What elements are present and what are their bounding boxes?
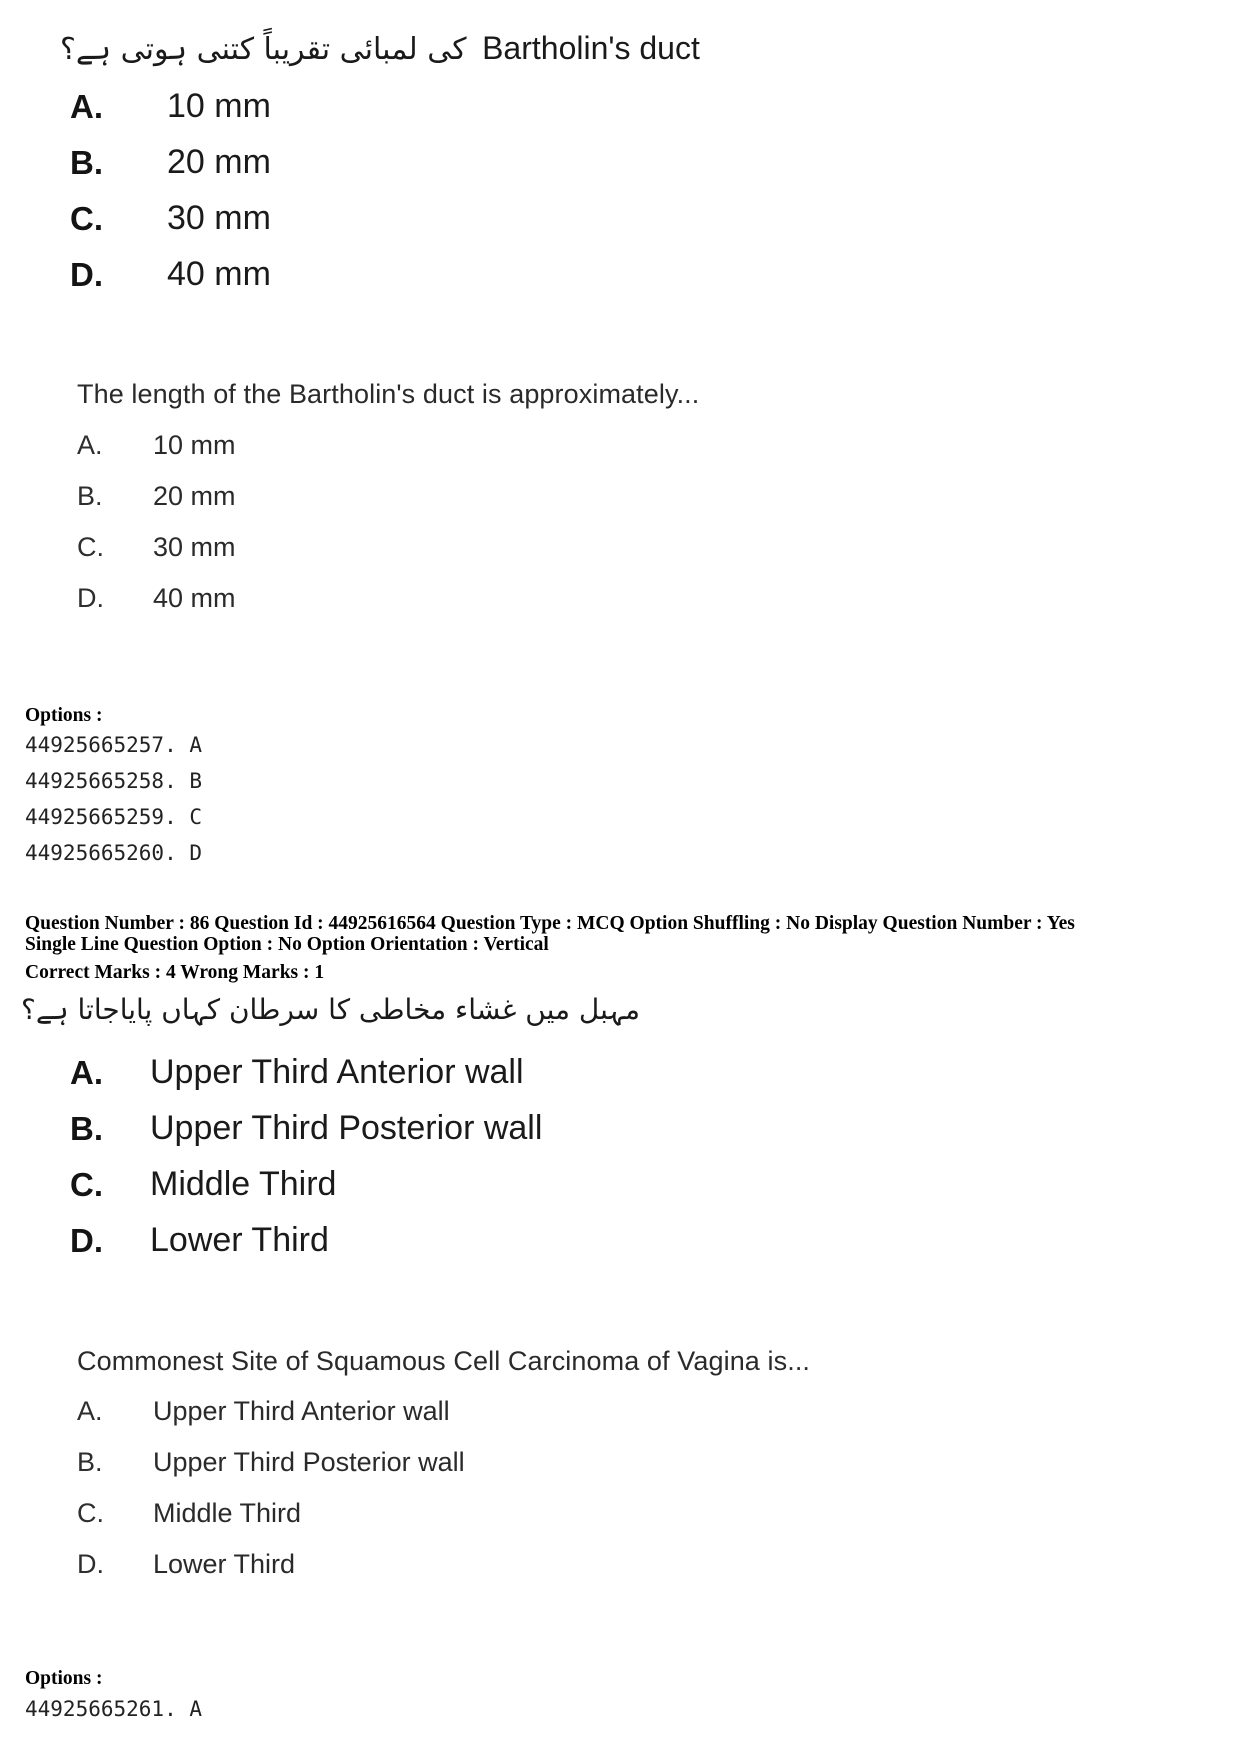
- q85-english-option-letter: A.: [77, 430, 103, 460]
- q86-english-option-text: Upper Third Anterior wall: [153, 1396, 450, 1426]
- q85-urdu-option-text: 20 mm: [167, 143, 271, 181]
- q85-english-option-text: 20 mm: [153, 481, 236, 511]
- q85-english-option-letter: D.: [77, 583, 104, 613]
- q86-urdu-option-letter: D.: [70, 1222, 103, 1259]
- q86-urdu-option-letter: A.: [70, 1054, 103, 1091]
- option-id-item: 44925665257. A: [25, 733, 203, 757]
- q86-meta-line-1: Question Number : 86 Question Id : 44925616564 Question Type : MCQ Option Shuffling : No Display Question Number : Yes: [25, 913, 1075, 934]
- q86-english-option-text: Middle Third: [153, 1498, 302, 1528]
- q86-english-question: Commonest Site of Squamous Cell Carcinoma of Vagina is...: [77, 1346, 811, 1376]
- q86-urdu-option-text: Upper Third Posterior wall: [150, 1109, 543, 1147]
- q85-urdu-option-text: 40 mm: [167, 255, 271, 293]
- q85-options-label: Options :: [25, 705, 103, 726]
- q86-urdu-option-text: Upper Third Anterior wall: [150, 1053, 524, 1091]
- q85-urdu-option-text: 10 mm: [167, 87, 271, 125]
- q86-urdu-option-text: Middle Third: [150, 1165, 337, 1203]
- q86-english-option-text: Upper Third Posterior wall: [153, 1447, 465, 1477]
- q85-urdu-prefix: کی لمبائی تقریباً کتنی ہوتی ہے؟: [60, 32, 467, 67]
- q86-english-option-text: Lower Third: [153, 1549, 296, 1579]
- q85-english-question: The length of the Bartholin's duct is approximately...: [77, 379, 700, 409]
- option-id-item: 44925665261. A: [25, 1697, 203, 1721]
- q86-urdu-option-letter: C.: [70, 1166, 103, 1203]
- q85-english-option-text: 30 mm: [153, 532, 236, 562]
- q85-urdu-option-letter: A.: [70, 88, 103, 125]
- q86-meta-line-2: Single Line Question Option : No Option Orientation : Vertical: [25, 934, 549, 955]
- option-id-item: 44925665259. C: [25, 805, 203, 829]
- q86-options-label: Options :: [25, 1668, 103, 1689]
- q85-english-option-letter: B.: [77, 481, 103, 511]
- option-id-item: 44925665260. D: [25, 841, 203, 865]
- q86-english-option-letter: D.: [77, 1549, 104, 1579]
- q85-english-option-text: 40 mm: [153, 583, 236, 613]
- q86-urdu-option-letter: B.: [70, 1110, 103, 1147]
- q86-urdu-question: مہبل میں غشاء مخاطی کا سرطان کہاں پایاجاتا ہے؟: [20, 993, 640, 1026]
- q85-urdu-term: Bartholin's duct: [482, 30, 700, 66]
- q85-urdu-option-text: 30 mm: [167, 199, 271, 237]
- q86-meta-line-3: Correct Marks : 4 Wrong Marks : 1: [25, 962, 325, 983]
- q85-english-option-letter: C.: [77, 532, 104, 562]
- q86-english-option-letter: C.: [77, 1498, 104, 1528]
- q85-urdu-question: [60, 30, 700, 70]
- q86-english-option-letter: B.: [77, 1447, 103, 1477]
- option-id-item: 44925665258. B: [25, 769, 203, 793]
- q85-english-option-text: 10 mm: [153, 430, 236, 460]
- q86-urdu-option-text: Lower Third: [150, 1221, 329, 1259]
- q86-english-option-letter: A.: [77, 1396, 103, 1426]
- q85-urdu-option-letter: C.: [70, 200, 103, 237]
- q85-urdu-option-letter: B.: [70, 144, 103, 181]
- q85-urdu-option-letter: D.: [70, 256, 103, 293]
